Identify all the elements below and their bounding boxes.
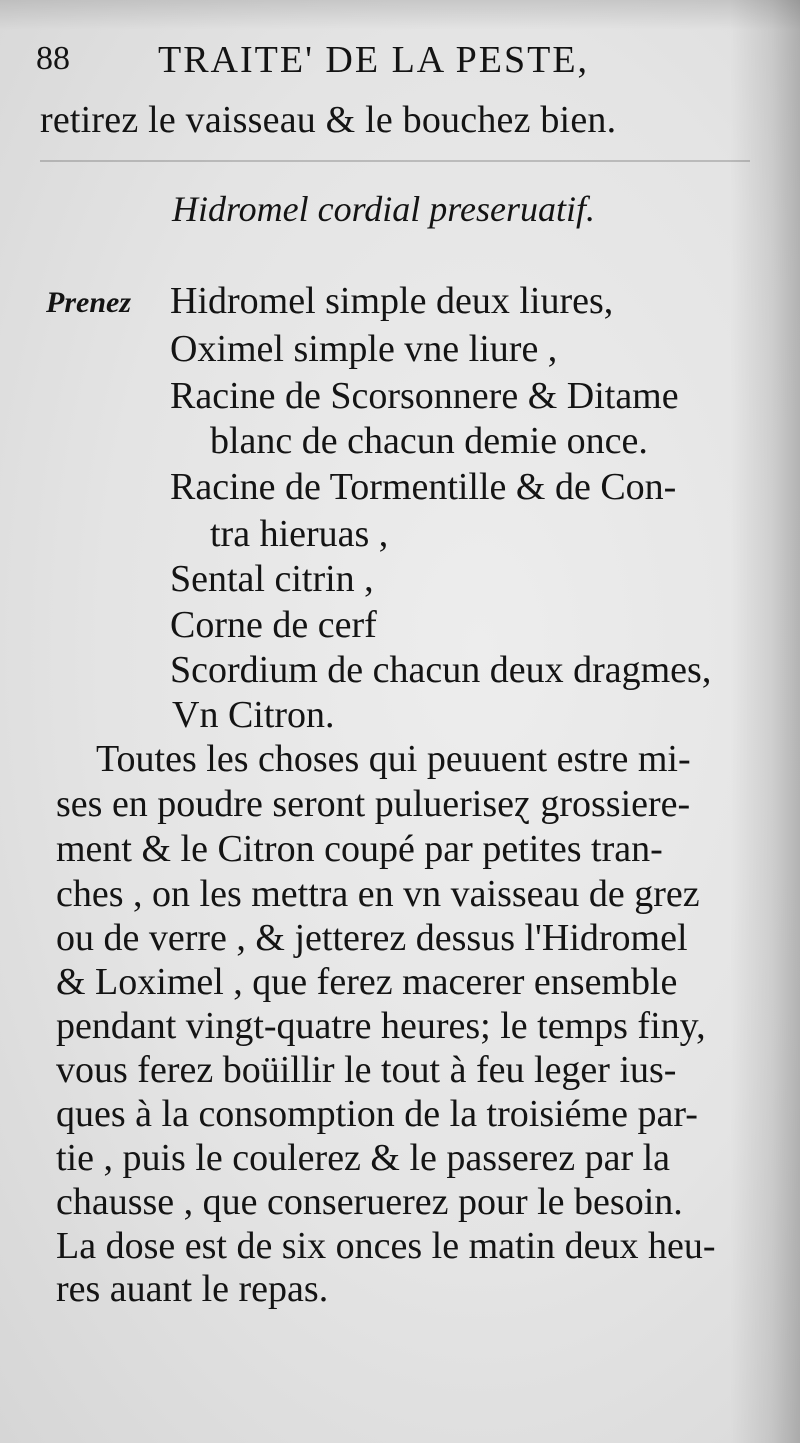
paragraph-line: pendant vingt-quatre heures; le temps finy,	[56, 1005, 706, 1047]
ingredient-line: Scordium de chacun deux dragmes,	[170, 649, 712, 691]
ingredient-line: tra hieruas ,	[210, 513, 389, 555]
ingredient-line: Hidromel simple deux liures,	[170, 280, 614, 322]
paragraph-line: La dose est de six onces le matin deux heu-	[56, 1225, 716, 1267]
paragraph-line: ou de verre , & jetterez dessus l'Hidromel	[56, 917, 688, 959]
ingredient-line: blanc de chacun demie once.	[210, 420, 648, 462]
paragraph-line: res auant le repas.	[56, 1268, 329, 1310]
paragraph-line: ches , on les mettra en vn vaisseau de grez	[56, 873, 700, 915]
paragraph-line: ment & le Citron coupé par petites tran-	[56, 828, 663, 870]
ingredient-line: Corne de cerf	[170, 604, 377, 646]
page-top-shadow	[0, 0, 800, 30]
ingredient-line: Oximel simple vne liure ,	[170, 328, 558, 370]
intro-line: retirez le vaisseau & le bouchez bien.	[40, 99, 617, 141]
prenez-label: Prenez	[46, 286, 131, 319]
recipe-title: Hidromel cordial preseruatif.	[172, 189, 595, 229]
ingredient-line: Sental citrin ,	[170, 558, 374, 600]
paragraph-line: Toutes les choses qui peuuent estre mi-	[96, 738, 691, 780]
ingredient-line: Racine de Scorsonnere & Ditame	[170, 375, 679, 417]
ingredient-line: Racine de Tormentille & de Con-	[170, 466, 677, 508]
paragraph-line: ses en poudre seront pulueriseɀ grossiere-	[56, 783, 691, 825]
paragraph-line: & Loximel , que ferez macerer ensemble	[56, 961, 678, 1003]
paragraph-line: chausse , que conseruerez pour le besoin.	[56, 1181, 683, 1223]
faint-rule	[40, 160, 750, 162]
running-title: TRAITE' DE LA PESTE,	[158, 39, 590, 81]
page-edge-shadow	[730, 0, 800, 1443]
paragraph-line: tie , puis le coulerez & le passerez par la	[56, 1137, 671, 1179]
paragraph-line: vous ferez boüillir le tout à feu leger ius-	[56, 1049, 677, 1091]
page-number: 88	[36, 40, 70, 77]
paragraph-line: ques à la consomption de la troisiéme par-	[56, 1093, 698, 1135]
ingredient-line: Vn Citron.	[172, 694, 335, 736]
